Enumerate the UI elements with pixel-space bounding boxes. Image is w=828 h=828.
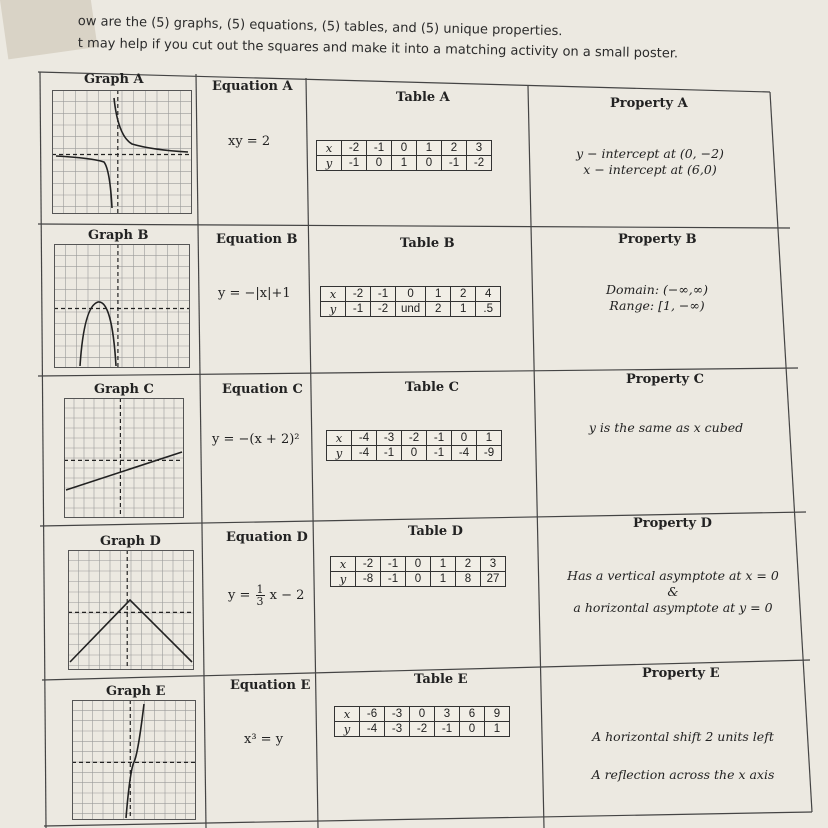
table-row-y — [317, 156, 492, 171]
table-cell: -6 — [360, 707, 385, 722]
table-axis-label: y — [317, 156, 342, 171]
table-cell: 2 — [426, 302, 451, 317]
equation-e-label: Equation E — [230, 678, 311, 693]
table-d — [330, 556, 506, 587]
table-row-y — [321, 302, 501, 317]
table-cell: und — [396, 302, 426, 317]
graph-grid — [54, 244, 190, 368]
table-cell: 0 — [367, 156, 392, 171]
table-d-label: Table D — [408, 524, 463, 539]
table-cell: 1 — [392, 156, 417, 171]
graph-a — [52, 90, 192, 214]
table-b-label: Table B — [400, 236, 455, 251]
table-axis-label: y — [331, 572, 356, 587]
property-b — [572, 282, 742, 314]
table-cell: -4 — [352, 446, 377, 461]
graph-e-label: Graph E — [106, 684, 166, 699]
table-cell: 4 — [476, 287, 501, 302]
table-cell: 8 — [456, 572, 481, 587]
equation-d-numerator: 1 — [256, 583, 264, 596]
table-cell: 1 — [431, 557, 456, 572]
table-cell: 27 — [481, 572, 506, 587]
graph-b — [54, 244, 190, 368]
table-a — [316, 140, 492, 171]
graph-grid — [68, 550, 194, 670]
table-cell: 0 — [452, 431, 477, 446]
table-cell: -2 — [402, 431, 427, 446]
table-cell: 3 — [481, 557, 506, 572]
property-d-label: Property D — [633, 516, 712, 531]
table-e — [334, 706, 510, 737]
table-cell: -1 — [367, 141, 392, 156]
table-cell: 2 — [442, 141, 467, 156]
table-cell: -4 — [360, 722, 385, 737]
graph-e — [72, 700, 196, 820]
property-line: Has a vertical asymptote at x = 0 — [567, 568, 779, 583]
table-cell: 1 — [477, 431, 502, 446]
table-cell: -2 — [410, 722, 435, 737]
property-d — [558, 568, 788, 616]
table-cell: .5 — [476, 302, 501, 317]
table-cell: -2 — [342, 141, 367, 156]
property-line: a horizontal asymptote at y = 0 — [573, 600, 773, 615]
table-cell: -3 — [377, 431, 402, 446]
table-cell: -1 — [371, 287, 396, 302]
table-axis-label: x — [327, 431, 352, 446]
table-cell: 0 — [392, 141, 417, 156]
equation-c: y = −(x + 2)² — [212, 432, 300, 447]
property-line: y is the same as x cubed — [588, 420, 744, 435]
property-c — [576, 420, 756, 436]
table-cell: 0 — [396, 287, 426, 302]
table-row-x — [317, 141, 492, 156]
property-a — [560, 146, 740, 178]
table-cell: 0 — [406, 557, 431, 572]
table-row-y — [331, 572, 506, 587]
table-c-label: Table C — [405, 380, 460, 395]
table-cell: -1 — [381, 557, 406, 572]
graph-b-label: Graph B — [88, 228, 149, 243]
table-cell: -1 — [442, 156, 467, 171]
graph-e-curve — [126, 704, 144, 818]
table-row-x — [331, 557, 506, 572]
table-axis-label: y — [335, 722, 360, 737]
table-axis-label: x — [335, 707, 360, 722]
table-cell: 0 — [410, 707, 435, 722]
table-axis-label: x — [317, 141, 342, 156]
equation-d-label: Equation D — [226, 530, 308, 545]
property-a-label: Property A — [610, 96, 688, 111]
instructions-line-2: t may help if you cut out the squares and make it into a matching activity on a small poster. — [77, 36, 679, 62]
property-c-label: Property C — [626, 372, 704, 387]
equation-e: x³ = y — [244, 732, 284, 747]
table-cell: 0 — [406, 572, 431, 587]
table-cell: -9 — [477, 446, 502, 461]
graph-grid — [52, 90, 192, 214]
table-cell: -2 — [371, 302, 396, 317]
property-e-label: Property E — [642, 666, 720, 681]
table-axis-label: x — [321, 287, 346, 302]
instructions-line-1: ow are the (5) graphs, (5) equations, (5) tables, and (5) unique properties. — [77, 14, 563, 40]
property-line: A reflection across the x axis — [591, 767, 775, 782]
table-a-label: Table A — [396, 90, 450, 105]
equation-c-label: Equation C — [222, 382, 303, 397]
table-row-y — [335, 722, 510, 737]
table-cell: 0 — [417, 156, 442, 171]
table-row-x — [335, 707, 510, 722]
table-cell: -1 — [427, 431, 452, 446]
table-cell: 9 — [485, 707, 510, 722]
table-cell: -3 — [385, 722, 410, 737]
table-cell: 1 — [417, 141, 442, 156]
equation-a: xy = 2 — [228, 134, 271, 149]
table-cell: 2 — [451, 287, 476, 302]
property-line: x − intercept at (6,0) — [583, 162, 717, 177]
equation-b-label: Equation B — [216, 232, 298, 247]
property-line: & — [667, 584, 679, 599]
property-line: y − intercept at (0, −2) — [576, 146, 724, 161]
table-cell: -1 — [377, 446, 402, 461]
property-line: A horizontal shift 2 units left — [592, 729, 774, 744]
table-cell: 1 — [431, 572, 456, 587]
table-cell: 0 — [460, 722, 485, 737]
graph-d — [68, 550, 194, 670]
table-cell: -1 — [435, 722, 460, 737]
graph-c-label: Graph C — [94, 382, 154, 397]
table-cell: 3 — [467, 141, 492, 156]
equation-d-suffix: x − 2 — [269, 588, 305, 603]
table-cell: 3 — [435, 707, 460, 722]
table-cell: -1 — [427, 446, 452, 461]
table-cell: -1 — [342, 156, 367, 171]
property-line: Range: [1, −∞) — [609, 298, 705, 313]
equation-a-label: Equation A — [212, 79, 293, 94]
property-b-label: Property B — [618, 232, 697, 247]
graph-a-curve-2 — [56, 156, 112, 208]
table-cell: 0 — [402, 446, 427, 461]
table-cell: 6 — [460, 707, 485, 722]
table-cell: -2 — [346, 287, 371, 302]
table-axis-label: x — [331, 557, 356, 572]
table-e-label: Table E — [414, 672, 468, 687]
property-e — [576, 718, 790, 794]
table-axis-label: y — [321, 302, 346, 317]
equation-d-fraction — [256, 584, 265, 607]
table-cell: 1 — [451, 302, 476, 317]
table-axis-label: y — [327, 446, 352, 461]
graph-c — [64, 398, 184, 518]
table-cell: -4 — [452, 446, 477, 461]
equation-b: y = −|x|+1 — [218, 286, 291, 301]
table-cell: -4 — [352, 431, 377, 446]
table-cell: -2 — [467, 156, 492, 171]
table-cell: 1 — [426, 287, 451, 302]
property-line: Domain: (−∞,∞) — [605, 282, 709, 297]
table-b — [320, 286, 501, 317]
table-row-x — [327, 431, 502, 446]
table-cell: -3 — [385, 707, 410, 722]
table-cell: -1 — [381, 572, 406, 587]
table-row-y — [327, 446, 502, 461]
table-cell: -8 — [356, 572, 381, 587]
equation-d-denominator: 3 — [256, 595, 264, 608]
table-row-x — [321, 287, 501, 302]
graph-a-label: Graph A — [84, 72, 144, 87]
graph-d-label: Graph D — [100, 534, 161, 549]
equation-d-prefix: y = — [228, 588, 251, 603]
table-cell: -1 — [346, 302, 371, 317]
equation-d — [228, 584, 304, 607]
table-cell: -2 — [356, 557, 381, 572]
table-cell: 2 — [456, 557, 481, 572]
table-cell: 1 — [485, 722, 510, 737]
table-c — [326, 430, 502, 461]
